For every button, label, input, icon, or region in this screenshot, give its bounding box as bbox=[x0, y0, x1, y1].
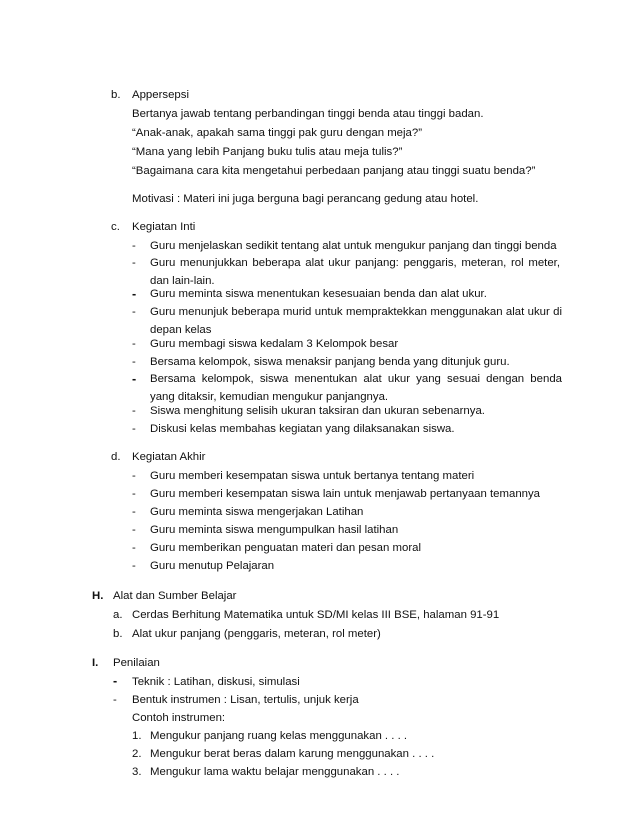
section-b-line: “Bagaimana cara kita mengetahui perbedaan panjang atau tinggi suatu benda?” bbox=[132, 165, 536, 177]
bullet-dash: - bbox=[132, 488, 136, 500]
section-b-line: Bertanya jawab tentang perbandingan tinggi benda atau tinggi badan. bbox=[132, 108, 484, 120]
section-c-title: Kegiatan Inti bbox=[132, 221, 196, 233]
list-item: Guru meminta siswa mengumpulkan hasil latihan bbox=[150, 524, 399, 536]
section-c-marker: c. bbox=[111, 221, 120, 233]
list-item: Guru meminta siswa mengerjakan Latihan bbox=[150, 506, 364, 518]
bullet-dash: - bbox=[113, 674, 118, 688]
list-item: Guru memberikan penguatan materi dan pesan moral bbox=[150, 542, 421, 554]
list-item: Guru menunjuk beberapa murid untuk mempraktekkan menggunakan alat ukur di depan kelas bbox=[150, 306, 562, 336]
section-h-title: Alat dan Sumber Belajar bbox=[113, 590, 237, 602]
bullet-dash: - bbox=[132, 542, 136, 554]
numbered-marker: 2. bbox=[132, 748, 142, 760]
bullet-dash: - bbox=[132, 306, 136, 318]
numbered-marker: 3. bbox=[132, 766, 142, 778]
list-item: Guru memberi kesempatan siswa untuk bertanya tentang materi bbox=[150, 470, 475, 482]
list-item: Guru menjelaskan sedikit tentang alat untuk mengukur panjang dan tinggi benda bbox=[150, 240, 557, 252]
bullet-dash: - bbox=[132, 405, 136, 417]
section-b-line: “Anak-anak, apakah sama tinggi pak guru dengan meja?” bbox=[132, 127, 423, 139]
bullet-dash: - bbox=[132, 423, 136, 435]
list-item: Cerdas Berhitung Matematika untuk SD/MI kelas III BSE, halaman 91-91 bbox=[132, 609, 500, 621]
list-item: Guru menunjukkan beberapa alat ukur panjang: penggaris, meteran, rol meter, dan lain-lain. bbox=[150, 257, 560, 287]
bullet-dash: - bbox=[132, 257, 136, 269]
list-item: Guru meminta siswa menentukan kesesuaian benda dan alat ukur. bbox=[150, 288, 487, 300]
numbered-item: Mengukur berat beras dalam karung menggunakan . . . . bbox=[150, 748, 435, 760]
bullet-dash: - bbox=[132, 240, 136, 252]
list-item: Bersama kelompok, siswa menaksir panjang benda yang ditunjuk guru. bbox=[150, 356, 510, 368]
numbered-marker: 1. bbox=[132, 730, 142, 742]
bullet-dash: - bbox=[132, 470, 136, 482]
sub-marker: a. bbox=[113, 609, 123, 621]
bullet-dash: - bbox=[132, 506, 136, 518]
list-item: Alat ukur panjang (penggaris, meteran, rol meter) bbox=[132, 628, 381, 640]
bullet-dash: - bbox=[132, 524, 136, 536]
list-item: Guru membagi siswa kedalam 3 Kelompok besar bbox=[150, 338, 399, 350]
section-d-marker: d. bbox=[111, 451, 121, 463]
section-b-title: Appersepsi bbox=[132, 89, 189, 101]
list-item: Diskusi kelas membahas kegiatan yang dilaksanakan siswa. bbox=[150, 423, 455, 435]
bullet-dash: - bbox=[132, 287, 137, 301]
section-b-marker: b. bbox=[111, 89, 121, 101]
list-item: Bersama kelompok, siswa menentukan alat ukur yang sesuai dengan benda yang ditaksir, kemudian mengukur panjangnya. bbox=[150, 373, 562, 403]
contoh-label: Contoh instrumen: bbox=[132, 712, 226, 724]
bullet-dash: - bbox=[132, 372, 137, 386]
list-item: Siswa menghitung selisih ukuran taksiran dan ukuran sebenarnya. bbox=[150, 405, 485, 417]
section-i-title: Penilaian bbox=[113, 657, 160, 669]
bullet-dash: - bbox=[132, 338, 136, 350]
numbered-item: Mengukur lama waktu belajar menggunakan . . . . bbox=[150, 766, 400, 778]
section-i-marker: I. bbox=[92, 657, 99, 669]
list-item: Guru memberi kesempatan siswa lain untuk menjawab pertanyaan temannya bbox=[150, 488, 541, 500]
section-h-marker: H. bbox=[92, 590, 104, 602]
bullet-dash: - bbox=[132, 560, 136, 572]
sub-marker: b. bbox=[113, 628, 123, 640]
section-b-motivasi: Motivasi : Materi ini juga berguna bagi perancang gedung atau hotel. bbox=[132, 193, 479, 205]
section-b-line: “Mana yang lebih Panjang buku tulis atau meja tulis?” bbox=[132, 146, 403, 158]
list-item: Guru menutup Pelajaran bbox=[150, 560, 275, 572]
section-d-title: Kegiatan Akhir bbox=[132, 451, 206, 463]
bullet-dash: - bbox=[132, 356, 136, 368]
numbered-item: Mengukur panjang ruang kelas menggunakan . . . . bbox=[150, 730, 408, 742]
list-item: Bentuk instrumen : Lisan, tertulis, unjuk kerja bbox=[132, 694, 359, 706]
list-item: Teknik : Latihan, diskusi, simulasi bbox=[132, 676, 300, 688]
bullet-dash: - bbox=[113, 694, 117, 706]
